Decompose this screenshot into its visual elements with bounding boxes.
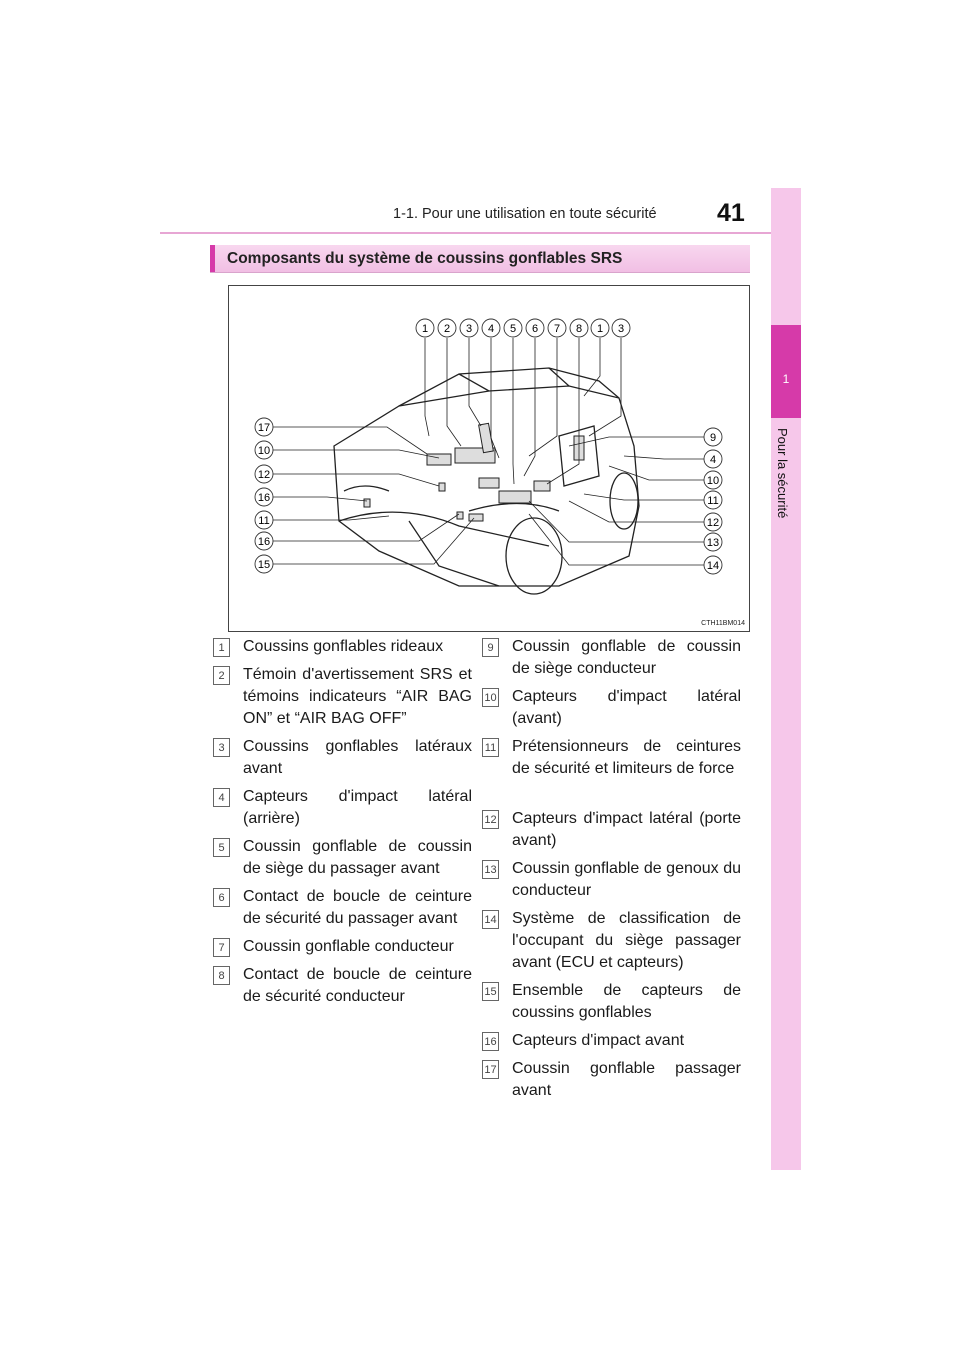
callout-leader xyxy=(529,338,557,456)
legend-number-badge: 14 xyxy=(482,910,499,929)
callout-label: 16 xyxy=(257,492,271,504)
callout-label: 16 xyxy=(257,536,271,548)
legend-item xyxy=(484,736,741,780)
callout-leader xyxy=(273,497,367,501)
legend-item xyxy=(484,808,741,852)
callout-marker xyxy=(255,555,273,573)
callout-marker xyxy=(526,319,544,337)
callout-marker xyxy=(504,319,522,337)
sensor-front-left xyxy=(364,499,370,507)
callout-leader xyxy=(273,450,439,458)
callout-marker xyxy=(482,319,500,337)
callout-leader xyxy=(529,501,704,542)
callout-label: 15 xyxy=(257,559,271,571)
callout-marker xyxy=(255,511,273,529)
legend-number-badge: 16 xyxy=(482,1032,499,1051)
callout-label: 10 xyxy=(706,475,720,487)
callout-label: 12 xyxy=(706,517,720,529)
callout-label: 10 xyxy=(257,445,271,457)
legend-item xyxy=(484,1030,741,1052)
legend-item xyxy=(218,836,472,880)
airbag-module-ecu xyxy=(479,478,499,488)
legend-text: Capteurs d'impact latéral (avant) xyxy=(512,688,741,727)
legend-item xyxy=(218,786,472,830)
callout-label: 4 xyxy=(709,454,717,466)
legend-text: Système de classification de l'occupant du siège passager avant (ECU et capteurs) xyxy=(512,910,741,971)
callout-label: 17 xyxy=(257,422,271,434)
callout-marker xyxy=(704,450,722,468)
legend-number-badge: 6 xyxy=(213,888,230,907)
legend-text: Capteurs d'impact latéral (arrière) xyxy=(243,788,472,827)
car-illustration xyxy=(229,286,749,631)
callout-marker xyxy=(548,319,566,337)
legend-text: Capteurs d'impact avant xyxy=(512,1032,685,1049)
callout-leader xyxy=(584,494,704,500)
callout-leader xyxy=(425,338,429,436)
legend-text: Coussins gonflables rideaux xyxy=(243,638,444,655)
callout-label: 2 xyxy=(443,323,451,335)
legend-text: Coussins gonflables latéraux avant xyxy=(243,738,472,777)
callout-marker xyxy=(255,488,273,506)
airbag-module-passenger xyxy=(427,454,451,465)
legend-item xyxy=(218,636,472,658)
callout-label: 12 xyxy=(257,469,271,481)
callout-label: 14 xyxy=(706,560,720,572)
grille-line xyxy=(409,521,499,586)
legend-item xyxy=(484,1058,741,1102)
callout-label: 9 xyxy=(709,432,717,444)
callout-label: 5 xyxy=(509,323,517,335)
callout-leader xyxy=(589,338,621,436)
callout-marker xyxy=(704,428,722,446)
headlight-right xyxy=(469,504,559,512)
sensor-door xyxy=(439,483,445,491)
legend-number-badge: 4 xyxy=(213,788,230,807)
legend-text: Coussin gonflable de genoux du conducteur xyxy=(512,860,741,899)
running-header-title: 1-1. Pour une utilisation en toute sécurité xyxy=(393,206,657,222)
callout-marker xyxy=(460,319,478,337)
callout-leader xyxy=(569,437,704,446)
callout-label: 7 xyxy=(553,323,561,335)
callout-label: 1 xyxy=(596,323,604,335)
legend-text: Ensemble de capteurs de coussins gonflables xyxy=(512,982,741,1021)
airbag-module-seat xyxy=(534,481,550,491)
legend-text: Témoin d'avertissement SRS et témoins indicateurs “AIR BAG ON” et “AIR BAG OFF” xyxy=(243,666,472,727)
legend-item xyxy=(218,664,472,730)
chapter-number: 1 xyxy=(782,372,790,386)
callout-marker xyxy=(255,465,273,483)
legend-text: Coussin gonflable conducteur xyxy=(243,938,454,955)
legend-number-badge: 12 xyxy=(482,810,499,829)
callout-marker xyxy=(704,556,722,574)
callout-label: 3 xyxy=(617,323,625,335)
sensor-assembly xyxy=(469,514,483,521)
callout-label: 6 xyxy=(531,323,539,335)
callout-marker xyxy=(255,441,273,459)
legend-text: Coussin gonflable passager avant xyxy=(512,1060,741,1099)
callout-leader xyxy=(624,456,704,459)
legend-item xyxy=(484,858,741,902)
callout-label: 4 xyxy=(487,323,495,335)
callout-marker xyxy=(704,513,722,531)
legend-text: Coussin gonflable de coussin de siège du passager avant xyxy=(243,838,472,877)
legend-number-badge: 9 xyxy=(482,638,499,657)
callout-marker xyxy=(591,319,609,337)
legend-text: Contact de boucle de ceinture de sécurité du passager avant xyxy=(243,888,472,927)
sensor-front-right xyxy=(457,512,463,519)
legend-number-badge: 15 xyxy=(482,982,499,1001)
callout-label: 1 xyxy=(421,323,429,335)
callout-marker xyxy=(704,471,722,489)
legend-item xyxy=(484,908,741,974)
callout-marker xyxy=(704,533,722,551)
front-wheel xyxy=(506,518,562,594)
callout-leader xyxy=(273,516,389,520)
legend-text: Prétensionneurs de ceintures de sécurité et limiteurs de force xyxy=(512,738,741,777)
page-number: 41 xyxy=(717,199,745,227)
legend-number-badge: 13 xyxy=(482,860,499,879)
airbag-module-knee xyxy=(499,491,531,503)
legend-number-badge: 1 xyxy=(213,638,230,657)
callout-marker xyxy=(612,319,630,337)
rear-wheel xyxy=(610,473,638,529)
legend-item xyxy=(484,686,741,730)
headlight-left xyxy=(344,486,389,491)
section-underline xyxy=(210,272,750,273)
callout-marker xyxy=(255,532,273,550)
callout-leader xyxy=(584,338,600,396)
legend-number-badge: 8 xyxy=(213,966,230,985)
callout-label: 13 xyxy=(706,537,720,549)
legend-text: Coussin gonflable de coussin de siège conducteur xyxy=(512,638,741,677)
figure-code: CTH11BM014 xyxy=(701,620,745,627)
chapter-label: Pour la sécurité xyxy=(775,428,790,519)
section-heading: Composants du système de coussins gonflables SRS xyxy=(227,250,623,267)
callout-marker xyxy=(704,491,722,509)
legend-item xyxy=(218,964,472,1008)
legend-item xyxy=(218,886,472,930)
callout-marker xyxy=(570,319,588,337)
legend-item xyxy=(487,636,741,680)
header-rule xyxy=(160,232,800,234)
callout-leader xyxy=(469,338,481,426)
legend-item xyxy=(218,736,472,780)
legend-number-badge: 5 xyxy=(213,838,230,857)
legend-item xyxy=(484,980,741,1024)
callout-leader xyxy=(513,338,514,484)
a-pillar xyxy=(459,374,489,391)
callout-leader xyxy=(547,338,579,484)
callout-label: 11 xyxy=(707,495,719,507)
legend-number-badge: 11 xyxy=(482,738,499,757)
legend-number-badge: 10 xyxy=(482,688,499,707)
legend-number-badge: 3 xyxy=(213,738,230,757)
legend-number-badge: 2 xyxy=(213,666,230,685)
callout-label: 8 xyxy=(575,323,583,335)
callout-marker xyxy=(438,319,456,337)
legend-number-badge: 17 xyxy=(482,1060,499,1079)
callout-marker xyxy=(255,418,273,436)
callout-marker xyxy=(416,319,434,337)
legend-text: Capteurs d'impact latéral (porte avant) xyxy=(512,810,741,849)
section-heading-bar xyxy=(210,245,750,272)
callout-leader xyxy=(447,338,461,446)
legend-number-badge: 7 xyxy=(213,938,230,957)
callout-leader xyxy=(491,338,499,458)
airbag-diagram xyxy=(228,285,750,632)
callout-label: 11 xyxy=(258,515,270,527)
legend-text: Contact de boucle de ceinture de sécurité conducteur xyxy=(243,966,472,1005)
legend-item xyxy=(218,936,472,958)
callout-leader xyxy=(273,474,439,486)
callout-label: 3 xyxy=(465,323,473,335)
